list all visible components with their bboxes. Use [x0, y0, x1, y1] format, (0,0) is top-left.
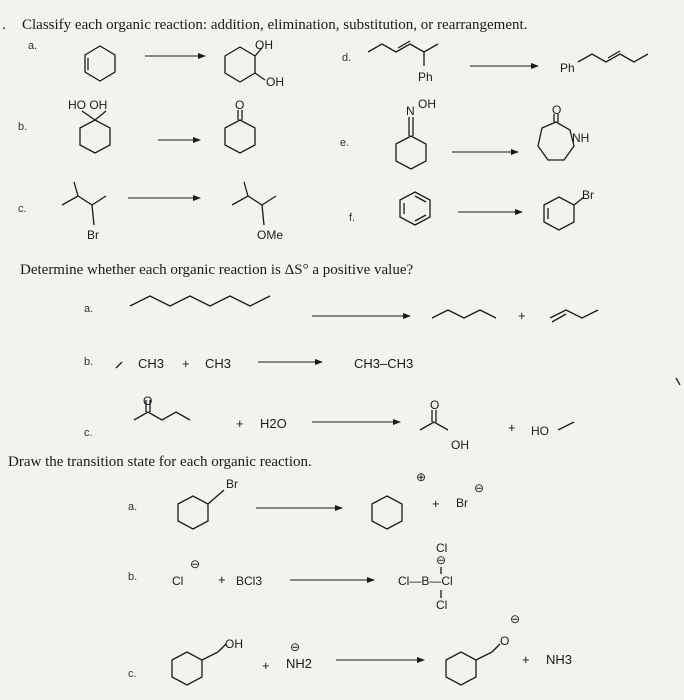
cyclohexylmethoxide-ring [446, 652, 476, 685]
bromocyclohexane-ring [178, 496, 208, 529]
plus-sign: + [508, 420, 516, 435]
group-oh: OH [418, 97, 436, 111]
water: H2O [260, 416, 287, 431]
anion-charge: ⊖ [474, 481, 485, 495]
label-b: b. [128, 571, 138, 583]
cl-bottom: Cl [436, 598, 448, 612]
tetrachloroborate-row: Cl—B—Cl [398, 574, 453, 588]
fragment-alkane [432, 310, 496, 318]
section-heading-entropy: Determine whether each organic reaction is ΔS° a positive value? [20, 262, 414, 278]
cyclohexene-ring [85, 46, 115, 81]
acid-oh: OH [451, 438, 469, 452]
question-marker: . [2, 17, 6, 33]
group-br: Br [226, 477, 238, 491]
label-a: a. [128, 501, 138, 513]
group-ome: OMe [257, 228, 284, 242]
label-e: e. [340, 137, 350, 149]
anion-charge: ⊖ [290, 640, 301, 654]
amide-ion: NH2 [286, 656, 313, 671]
label-c: c. [84, 427, 93, 439]
methyl-ether [232, 196, 276, 205]
fragment-alkene [550, 310, 598, 318]
plus-sign: + [182, 356, 190, 371]
label-d: d. [342, 52, 352, 64]
cyclohexanone-ring [225, 120, 255, 153]
plus-sign: + [218, 572, 226, 587]
group-lactam-o: O [552, 103, 562, 117]
cl-top: Cl [436, 541, 448, 555]
anion-charge: ⊖ [190, 557, 201, 571]
plus-sign: + [236, 416, 244, 431]
group-ph: Ph [560, 61, 575, 75]
cation-charge: ⊕ [416, 470, 427, 484]
group-n: N [406, 104, 415, 118]
diol-ring [225, 47, 255, 82]
plus-sign: + [262, 658, 270, 673]
plus-sign: + [432, 496, 440, 511]
ammonia: NH3 [546, 652, 573, 667]
methyl-radical: CH3 [138, 356, 165, 371]
bromide-ion: Br [456, 496, 468, 510]
boron-trichloride: BCl3 [236, 574, 263, 588]
carbonyl-o: O [430, 398, 440, 412]
group-oh: OH [266, 75, 284, 89]
group-ho-oh: HO OH [68, 98, 108, 112]
label-b: b. [84, 356, 94, 368]
plus-sign: + [518, 308, 526, 323]
label-a: a. [84, 303, 94, 315]
methyl-radical: CH3 [205, 356, 232, 371]
boron-charge: ⊖ [436, 553, 447, 567]
group-oh: OH [225, 637, 243, 651]
gem-diol-ring [80, 120, 110, 153]
group-br: Br [87, 228, 99, 242]
label-f: f. [349, 212, 356, 224]
section-heading-transition-state: Draw the transition state for each organic reaction. [8, 454, 312, 470]
alkane-chain [130, 296, 270, 306]
alkoxide-o: O [500, 634, 510, 648]
ethane-product: CH3–CH3 [354, 356, 414, 371]
carbonyl-o: O [143, 394, 153, 408]
anion-charge: ⊖ [510, 612, 521, 626]
oxime-ring [396, 136, 426, 169]
label-c: c. [18, 203, 27, 215]
alkyl-bromide [62, 196, 106, 205]
lactam-ring [538, 122, 574, 160]
cyclohexyl-cation-ring [372, 496, 402, 529]
ester [134, 412, 190, 420]
section-heading-classify: Classify each organic reaction: addition, elimination, substitution, or rearrangement. [22, 17, 528, 33]
group-nh: NH [572, 131, 590, 145]
group-ph: Ph [418, 70, 433, 84]
group-br: Br [582, 188, 594, 202]
label-a: a. [28, 40, 38, 52]
label-b: b. [18, 121, 28, 133]
carboxylic-acid [420, 422, 448, 430]
group-ketone-o: O [235, 98, 245, 112]
ethanol-ho: HO [531, 424, 549, 438]
group-oh: OH [255, 38, 273, 52]
cyclohexylmethanol-ring [172, 652, 202, 685]
plus-sign: + [522, 652, 530, 667]
chloride-ion: Cl [172, 574, 184, 588]
label-c: c. [128, 668, 137, 680]
